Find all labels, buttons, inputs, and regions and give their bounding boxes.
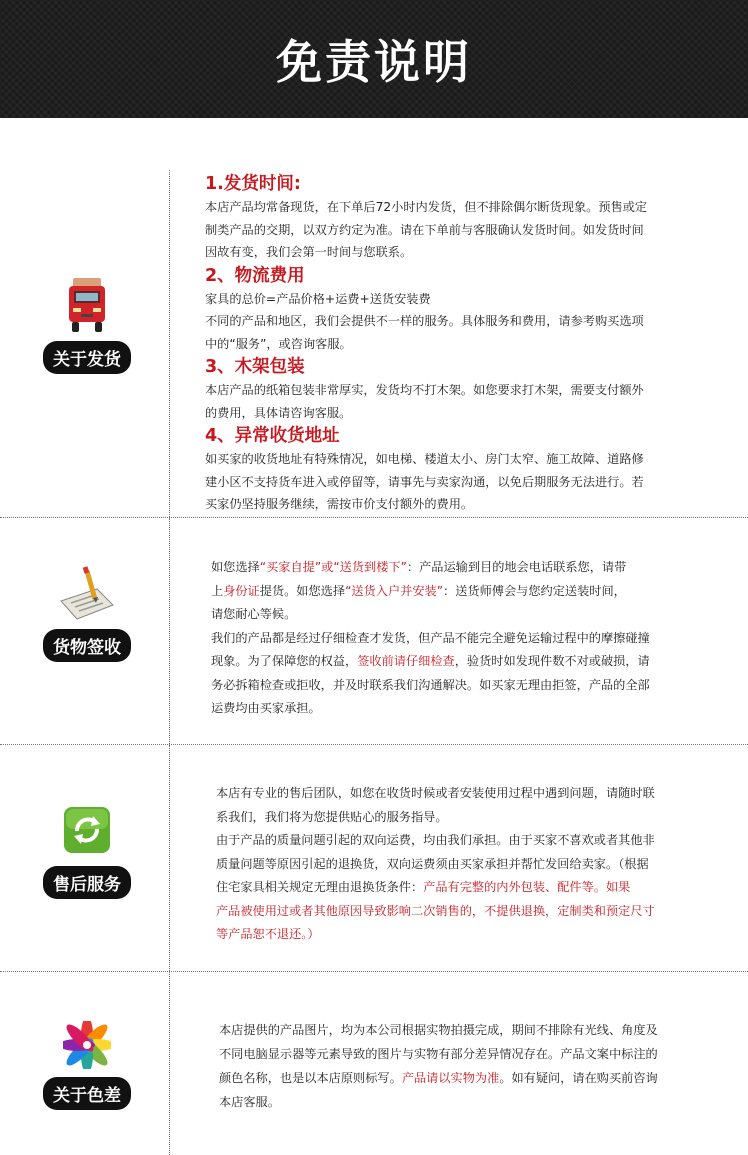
receipt-text-segment: 提货。如您选择 bbox=[259, 583, 346, 598]
shipping-text: 本店产品的纸箱包装非常厚实，发货均不打木架。如您要求打木架，需要支付额外 bbox=[205, 383, 644, 397]
color-highlight: 产品请以实物为准 bbox=[401, 1071, 500, 1085]
color-content bbox=[219, 1018, 744, 1114]
receipt-text bbox=[211, 580, 736, 604]
aftersales-highlight: 等产品恕不退还。） bbox=[216, 927, 320, 941]
shipping-text: 本店产品均常备现货，在下单后72小时内发货，但不排除偶尔断货现象。预售或定 bbox=[205, 200, 648, 214]
aftersales-highlight: 产品被使用过或者其他原因导致影响二次销售的，不提供退换，定制类和预定尺寸 bbox=[216, 903, 655, 918]
shipping-text: 制类产品的交期，以双方约定为准。请在下单前与客服确认发货时间。如发货时间 bbox=[205, 222, 644, 237]
header-banner bbox=[0, 0, 748, 118]
receipt-text: 我们的产品都是经过仔细检查才发货，但产品不能完全避免运输过程中的摩擦碰撞 bbox=[211, 630, 650, 645]
receipt-highlight: 身份证 bbox=[223, 583, 260, 598]
color-text: 本店提供的产品图片，均为本公司根据实物拍摄完成，期间不排除有光线、角度及 bbox=[219, 1023, 658, 1037]
vertical-divider bbox=[169, 745, 170, 971]
shipping-badge: 关于发货 bbox=[43, 341, 131, 374]
color-text: 本店客服。 bbox=[219, 1095, 280, 1109]
aftersales-content bbox=[216, 782, 741, 947]
receipt-text-segment: ，验货时如发现件数不对或破损，请 bbox=[454, 654, 650, 668]
receipt-text bbox=[211, 556, 736, 580]
aftersales-highlight: 产品有完整的内外包装、配件等。如果 bbox=[423, 880, 631, 894]
receipt-text-segment: ：送货师傅会与您约定送装时间， bbox=[443, 583, 626, 598]
shipping-text: 如买家的收货地址有特殊情况，如电梯、楼道太小、房门太窄、施工故障、道路修 bbox=[205, 452, 644, 466]
shipping-text: 买家仍坚持服务继续，需按市价支付额外的费用。 bbox=[205, 497, 474, 511]
vertical-divider bbox=[169, 170, 170, 517]
color-text-segment: 颜色名称，也是以本店原则标写。 bbox=[219, 1071, 402, 1085]
shipping-heading-2: 2、物流费用 bbox=[205, 265, 305, 286]
shipping-heading-4: 4、异常收货地址 bbox=[205, 426, 340, 446]
color-badge: 关于色差 bbox=[43, 1077, 131, 1110]
aftersales-text bbox=[216, 876, 741, 900]
receipt-section bbox=[0, 518, 748, 744]
clipboard-pencil-icon bbox=[57, 563, 117, 623]
color-section bbox=[0, 972, 748, 1155]
receipt-content bbox=[211, 556, 736, 721]
aftersales-side bbox=[38, 800, 136, 899]
aftersales-badge: 售后服务 bbox=[43, 866, 131, 899]
receipt-highlight: “买家自提”或“送货到楼下” bbox=[259, 560, 407, 574]
shipping-text: 不同的产品和地区，我们会提供不一样的服务。具体服务和费用，请参考购买选项 bbox=[205, 314, 644, 328]
shipping-section bbox=[0, 170, 748, 517]
shipping-text: 家具的总价=产品价格+运费+送货安装费 bbox=[205, 291, 431, 306]
shipping-content bbox=[205, 172, 730, 516]
receipt-highlight: “送货入户并安装” bbox=[345, 583, 444, 598]
page-title: 免责说明 bbox=[276, 35, 472, 89]
color-text: 不同电脑显示器等元素导致的图片与实物有部分差异情况存在。产品文案中标注的 bbox=[219, 1047, 658, 1061]
vertical-divider bbox=[169, 972, 170, 1155]
shipping-text: 因故有变，我们会第一时间与您联系。 bbox=[205, 245, 413, 259]
receipt-highlight: 签收前请仔细检查 bbox=[357, 654, 455, 668]
shipping-side bbox=[38, 275, 136, 374]
receipt-text-segment: 上 bbox=[211, 583, 224, 598]
receipt-text: 务必拆箱检查或拒收，并及时联系我们沟通解决。如买家无理由拒签，产品的全部 bbox=[211, 677, 650, 692]
color-side bbox=[38, 1019, 136, 1110]
aftersales-text: 由于产品的质量问题引起的双向运费，均由我们承担。由于买家不喜欢或者其他非 bbox=[216, 833, 655, 847]
receipt-side bbox=[38, 563, 136, 662]
shipping-text: 的费用，具体请咨询客服。 bbox=[205, 405, 352, 420]
aftersales-text: 系我们，我们将为您提供贴心的服务指导。 bbox=[216, 809, 448, 824]
aftersales-text: 本店有专业的售后团队，如您在收货时候或者安装使用过程中遇到问题，请随时联 bbox=[216, 786, 655, 800]
receipt-text: 运费均由买家承担。 bbox=[211, 701, 321, 715]
receipt-text-segment: 如您选择 bbox=[211, 560, 260, 574]
refresh-icon bbox=[57, 800, 117, 860]
receipt-text-segment: 现象。为了保障您的权益， bbox=[211, 654, 358, 668]
aftersales-section bbox=[0, 745, 748, 971]
aftersales-text: 质量问题等原因引起的退换货，双向运费须由买家承担并帮忙发回给卖家。（根据 bbox=[216, 856, 649, 871]
shipping-text: 建小区不支持货车进入或停留等，请事先与卖家沟通，以免后期服务无法进行。若 bbox=[205, 474, 644, 489]
truck-icon bbox=[57, 275, 117, 335]
shipping-text: 中的“服务”，或咨询客服。 bbox=[205, 336, 352, 351]
color-wheel-icon bbox=[57, 1019, 117, 1071]
color-text bbox=[219, 1066, 744, 1090]
receipt-badge: 货物签收 bbox=[43, 629, 131, 662]
vertical-divider bbox=[169, 518, 170, 744]
shipping-heading-1: 1.发货时间: bbox=[205, 174, 301, 194]
receipt-text bbox=[211, 650, 736, 674]
color-text-segment: 。如有疑问，请在购买前咨询 bbox=[499, 1071, 658, 1085]
aftersales-text-segment: 住宅家具相关规定无理由退换货条件： bbox=[216, 880, 424, 894]
shipping-heading-3: 3、木架包装 bbox=[205, 357, 305, 377]
receipt-text-segment: ：产品运输到目的地会电话联系您，请带 bbox=[406, 560, 627, 574]
receipt-text: 请您耐心等候。 bbox=[211, 607, 297, 621]
